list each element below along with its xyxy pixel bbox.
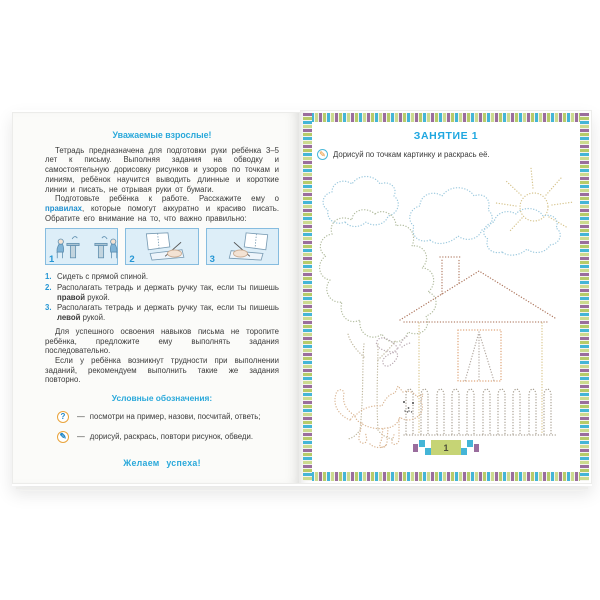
list-bold-word: левой: [57, 313, 81, 323]
badge-square: [413, 444, 418, 452]
lesson-page-content: [312, 122, 580, 472]
list-item: [45, 272, 279, 282]
lesson-instruction: Дорисуй по точкам картинку и раскрась её.: [333, 150, 490, 159]
dotted-sun: [496, 168, 574, 232]
rules-paragraph: [45, 194, 279, 223]
list-number: 2.: [45, 283, 52, 293]
pencil-glyph: ✎: [319, 150, 326, 159]
children-at-desks-illustration: [52, 231, 122, 261]
pencil-glyph: ✎: [59, 430, 67, 441]
legend-title: Условные обозначения:: [111, 393, 213, 404]
rules-highlight: правилах: [45, 203, 83, 213]
list-text: Располагать тетрадь и держать ручку так, если ты пишешь: [57, 283, 279, 293]
success-wish: Желаем успеха!: [123, 457, 201, 468]
page-stack-edge: [20, 490, 584, 491]
list-item: [45, 283, 279, 302]
left-page-content: [13, 113, 299, 483]
legend-dash: —: [77, 411, 85, 421]
dotted-curtains: [465, 332, 494, 381]
list-item: [45, 303, 279, 322]
page-number-badge: [413, 437, 479, 459]
badge-square: [467, 440, 473, 447]
legend-row: [57, 431, 279, 443]
page-title: Уважаемые взрослые!: [112, 130, 212, 140]
dot-to-dot-picture: [312, 162, 582, 456]
badge-square: [419, 440, 425, 447]
dotted-tree-trunk: [348, 334, 396, 439]
illustration-box-1: [45, 228, 118, 265]
intro-paragraph: Тетрадь предназначена для подготовки руки ребёнка 3–5 лет к письму. Выполняя задания на обводку и самостоятельную дорисовку рисунков и узоров по точкам и линиям, ребёнок научится выводить длинные и короткие линии и писать, не отрывая руки от бумаги.: [45, 145, 279, 194]
page-stack-edge: [16, 487, 588, 489]
legend-dash: —: [77, 431, 85, 441]
question-icon: [57, 411, 69, 423]
dotted-cloud-right: [484, 209, 561, 256]
illustration-box-2: [125, 228, 198, 265]
box-number: 2: [129, 253, 135, 265]
badge-square: [474, 444, 479, 452]
dotted-house-roof: [400, 271, 555, 322]
dotted-cloud-left: [323, 177, 398, 227]
list-number: 1.: [45, 272, 52, 282]
list-text: Располагать тетрадь и держать ручку так, если ты пишешь: [57, 303, 279, 313]
rules-paragraph-tail: , которые помогут аккуратно и красиво писать. Обратите его внимание на то, что важно правильно:: [45, 203, 279, 223]
list-number: 3.: [45, 303, 52, 313]
pencil-icon: [317, 149, 328, 160]
legend-row: [57, 411, 279, 423]
rules-paragraph-text: Подготовьте ребёнка к работе. Расскажите ему о: [55, 194, 279, 204]
dotted-cat: [335, 386, 423, 448]
legend-text: посмотри на пример, назови, посчитай, ответь;: [89, 411, 261, 421]
lesson-title: ЗАНЯТИЕ 1: [413, 130, 479, 142]
posture-illustrations: [45, 228, 279, 265]
list-text-tail: рукой.: [85, 292, 110, 302]
pencil-icon: [57, 431, 69, 443]
left-hand-writing-illustration: [213, 231, 283, 261]
striped-border-top: [303, 113, 589, 122]
list-bold-word: правой: [57, 292, 86, 302]
striped-border-bottom: [303, 472, 589, 481]
advice-paragraph: Для успешного освоения навыков письма не торопите ребёнка, предложите ему выполнять задания последовательно.: [45, 326, 279, 356]
right-page: [300, 110, 592, 484]
badge-square: [461, 448, 467, 455]
left-page: [12, 112, 300, 484]
right-hand-writing-illustration: [132, 231, 202, 261]
list-text: Сидеть с прямой спиной.: [57, 272, 149, 282]
dotted-chimney: [440, 257, 461, 294]
legend-text: дорисуй, раскрась, повтори рисунок, обведи.: [89, 431, 253, 441]
dotted-fence: [404, 389, 558, 435]
striped-border-left: [303, 113, 312, 481]
question-glyph: ?: [60, 411, 66, 421]
open-workbook: [12, 110, 592, 486]
dotted-butterfly: [376, 336, 411, 366]
box-number: 1: [49, 253, 55, 265]
illustration-box-3: [206, 228, 279, 265]
box-number: 3: [209, 253, 215, 265]
repeat-paragraph: Если у ребёнка возникнут трудности при выполнении заданий, рекомендуем выполнить такие же задания повторно.: [45, 355, 279, 385]
page-number: 1: [431, 440, 461, 455]
dotted-cloud-middle: [410, 188, 493, 244]
lesson-instruction-row: [317, 149, 580, 160]
rules-list: [45, 272, 279, 323]
cat-face: [403, 401, 414, 412]
dotted-house-walls: [419, 323, 542, 433]
list-text-tail: рукой.: [80, 313, 106, 323]
